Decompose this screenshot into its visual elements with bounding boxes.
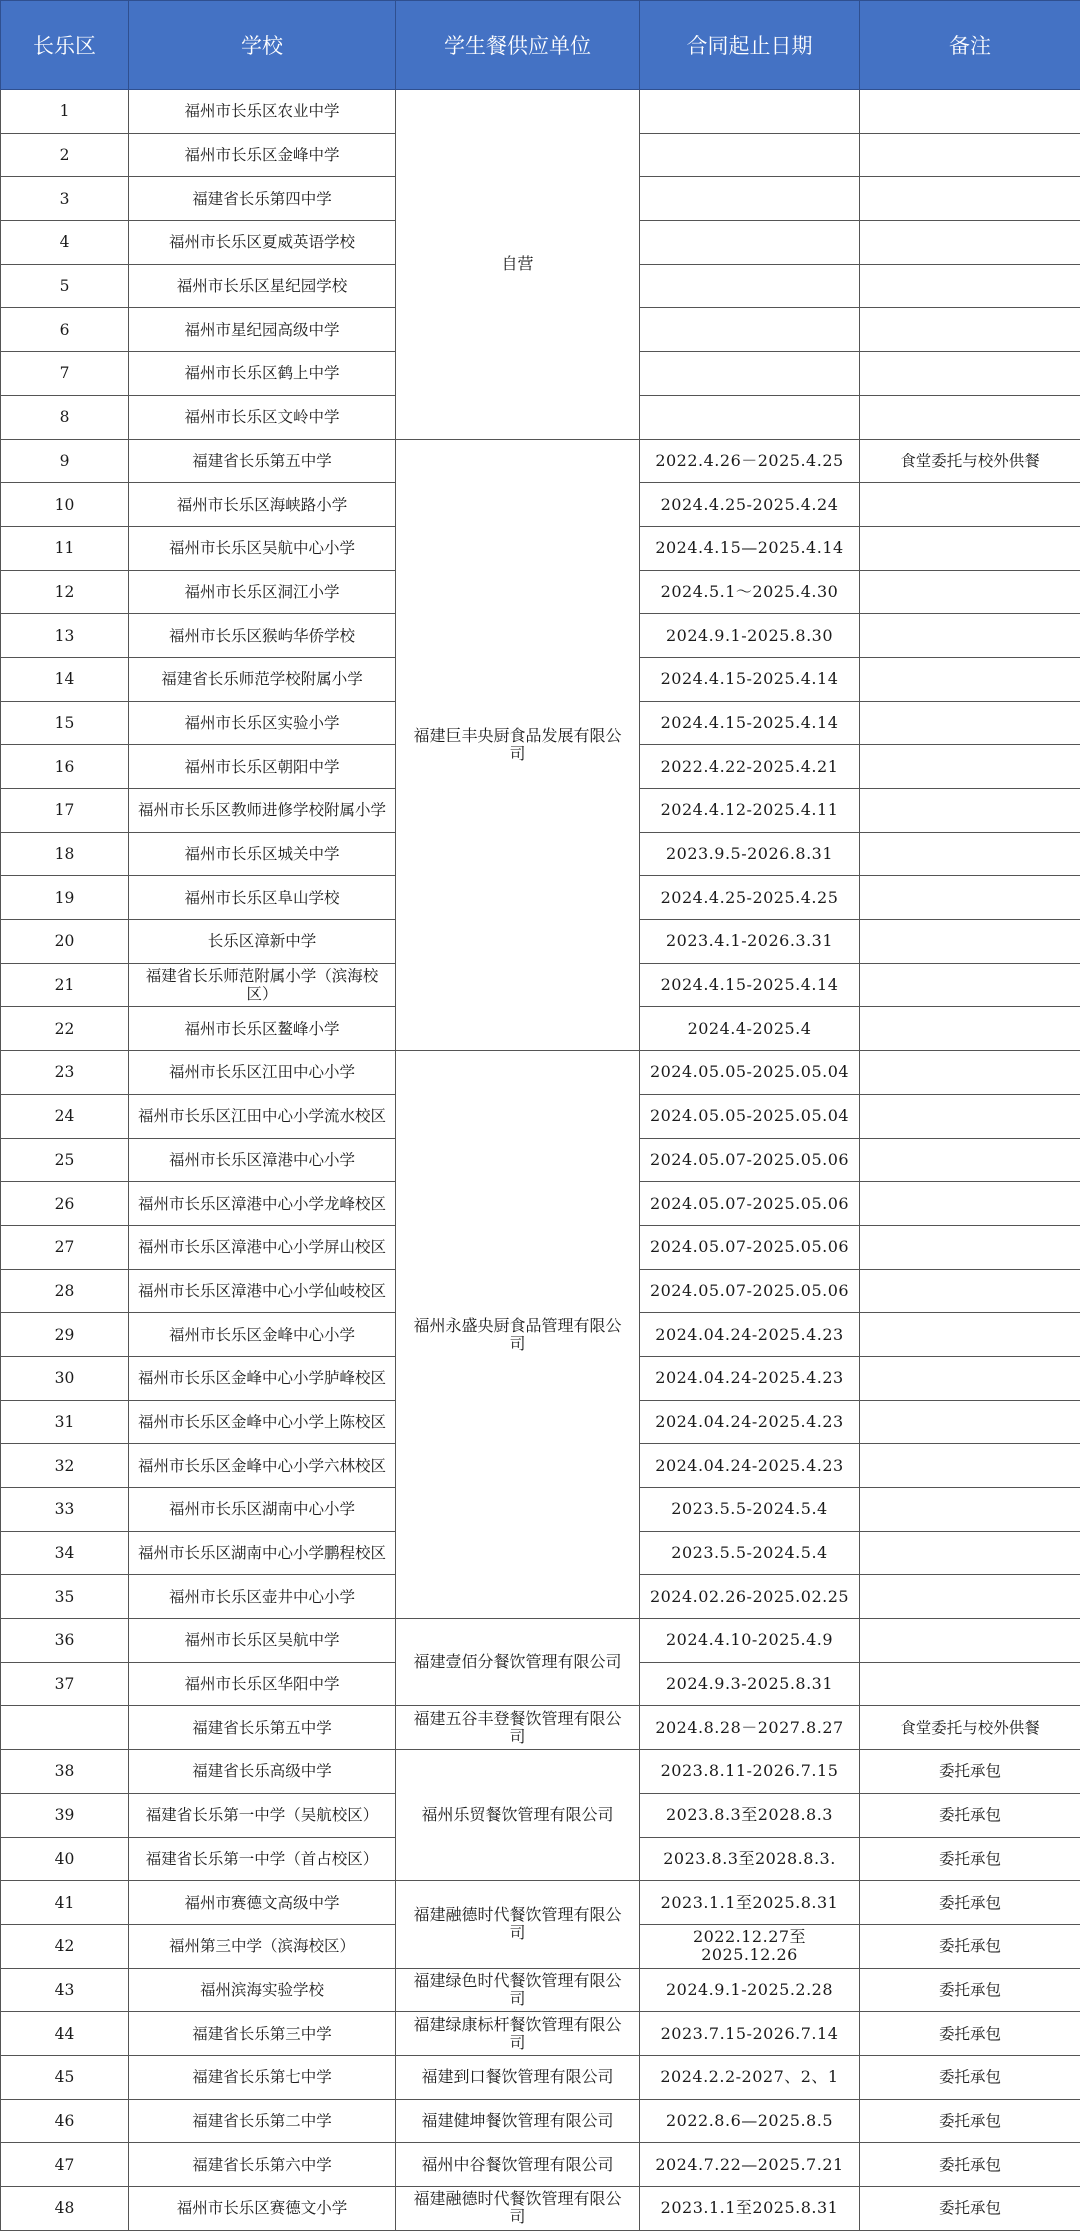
remark-cell xyxy=(860,90,1080,134)
table-row xyxy=(1,1750,1080,1794)
school-name-cell: 福建省长乐第六中学 xyxy=(129,2143,396,2187)
school-name-cell: 福建省长乐师范学校附属小学 xyxy=(129,657,396,701)
row-number-cell: 9 xyxy=(1,439,129,483)
contract-date-cell: 2024.05.07-2025.05.06 xyxy=(640,1182,860,1226)
contract-date-cell: 2022.4.22-2025.4.21 xyxy=(640,745,860,789)
remark-cell xyxy=(860,657,1080,701)
row-number-cell: 41 xyxy=(1,1881,129,1925)
remark-cell: 委托承包 xyxy=(860,1924,1080,1968)
contract-date-cell: 2024.04.24-2025.4.23 xyxy=(640,1444,860,1488)
contract-date-cell: 2024.5.1～2025.4.30 xyxy=(640,570,860,614)
school-name-cell: 福州市长乐区朝阳中学 xyxy=(129,745,396,789)
table-row xyxy=(1,2143,1080,2187)
contract-date-cell: 2024.05.07-2025.05.06 xyxy=(640,1138,860,1182)
row-number-cell: 10 xyxy=(1,483,129,527)
school-name-cell: 福州市长乐区湖南中心小学鹏程校区 xyxy=(129,1531,396,1575)
remark-cell: 委托承包 xyxy=(860,1793,1080,1837)
contract-date-cell: 2024.4-2025.4 xyxy=(640,1007,860,1051)
supplier-cell: 福建壹佰分餐饮管理有限公司 xyxy=(396,1619,640,1706)
school-name-cell: 福州市长乐区壶井中心小学 xyxy=(129,1575,396,1619)
supplier-cell: 福州永盛央厨食品管理有限公司 xyxy=(396,1051,640,1619)
remark-cell xyxy=(860,264,1080,308)
school-name-cell: 福州市长乐区金峰中心小学上陈校区 xyxy=(129,1400,396,1444)
contract-date-cell xyxy=(640,90,860,134)
remark-cell xyxy=(860,1313,1080,1357)
contract-date-cell: 2023.8.3至2028.8.3 xyxy=(640,1793,860,1837)
remark-cell xyxy=(860,1619,1080,1663)
contract-date-cell: 2024.04.24-2025.4.23 xyxy=(640,1356,860,1400)
table-row xyxy=(1,1619,1080,1663)
supplier-cell: 福建融德时代餐饮管理有限公司 xyxy=(396,1881,640,1968)
school-name-cell: 福州市长乐区鹤上中学 xyxy=(129,352,396,396)
row-number-cell: 47 xyxy=(1,2143,129,2187)
remark-cell xyxy=(860,395,1080,439)
row-number-cell: 27 xyxy=(1,1225,129,1269)
row-number-cell: 42 xyxy=(1,1924,129,1968)
header-row xyxy=(1,1,1080,90)
row-number-cell: 11 xyxy=(1,526,129,570)
contract-date-cell: 2024.4.25-2025.4.24 xyxy=(640,483,860,527)
row-number-cell: 3 xyxy=(1,177,129,221)
row-number-cell: 48 xyxy=(1,2187,129,2231)
row-number-cell: 39 xyxy=(1,1793,129,1837)
row-number-cell: 43 xyxy=(1,1968,129,2012)
row-number-cell: 6 xyxy=(1,308,129,352)
school-name-cell: 福州市长乐区实验小学 xyxy=(129,701,396,745)
row-number-cell: 46 xyxy=(1,2099,129,2143)
school-name-cell: 福建省长乐第五中学 xyxy=(129,1706,396,1750)
school-name-cell: 福州市长乐区农业中学 xyxy=(129,90,396,134)
contract-date-cell xyxy=(640,352,860,396)
row-number-cell xyxy=(1,1706,129,1750)
remark-cell xyxy=(860,1051,1080,1095)
remark-cell xyxy=(860,1488,1080,1532)
school-name-cell: 福州市长乐区海峡路小学 xyxy=(129,483,396,527)
contract-date-cell: 2023.4.1-2026.3.31 xyxy=(640,920,860,964)
row-number-cell: 2 xyxy=(1,133,129,177)
table-row xyxy=(1,1706,1080,1750)
school-name-cell: 福州市长乐区夏威英语学校 xyxy=(129,221,396,265)
remark-cell xyxy=(860,1356,1080,1400)
contract-date-cell: 2024.05.07-2025.05.06 xyxy=(640,1225,860,1269)
remark-cell: 委托承包 xyxy=(860,2099,1080,2143)
school-name-cell: 福建省长乐第四中学 xyxy=(129,177,396,221)
table-row xyxy=(1,1881,1080,1925)
contract-date-cell: 2024.4.15—2025.4.14 xyxy=(640,526,860,570)
contract-date-cell: 2024.04.24-2025.4.23 xyxy=(640,1313,860,1357)
supplier-cell: 自营 xyxy=(396,90,640,440)
row-number-cell: 19 xyxy=(1,876,129,920)
contract-date-cell xyxy=(640,221,860,265)
contract-date-cell: 2024.4.15-2025.4.14 xyxy=(640,701,860,745)
remark-cell: 委托承包 xyxy=(860,2055,1080,2099)
remark-cell xyxy=(860,963,1080,1007)
row-number-cell: 40 xyxy=(1,1837,129,1881)
school-name-cell: 福州市长乐区猴屿华侨学校 xyxy=(129,614,396,658)
contract-date-cell: 2024.8.28－2027.8.27 xyxy=(640,1706,860,1750)
school-name-cell: 福建省长乐第三中学 xyxy=(129,2012,396,2056)
remark-cell xyxy=(860,1575,1080,1619)
table-row xyxy=(1,2055,1080,2099)
row-number-cell: 18 xyxy=(1,832,129,876)
row-number-cell: 34 xyxy=(1,1531,129,1575)
school-name-cell: 福州市长乐区吴航中心小学 xyxy=(129,526,396,570)
remark-cell: 委托承包 xyxy=(860,2187,1080,2231)
contract-date-cell: 2022.4.26－2025.4.25 xyxy=(640,439,860,483)
remark-cell xyxy=(860,832,1080,876)
row-number-cell: 12 xyxy=(1,570,129,614)
remark-cell xyxy=(860,920,1080,964)
contract-date-cell: 2024.9.3-2025.8.31 xyxy=(640,1662,860,1706)
header-supplier: 学生餐供应单位 xyxy=(396,1,640,90)
contract-date-cell xyxy=(640,308,860,352)
header-contract-dates: 合同起止日期 xyxy=(640,1,860,90)
contract-date-cell: 2024.7.22—2025.7.21 xyxy=(640,2143,860,2187)
row-number-cell: 30 xyxy=(1,1356,129,1400)
remark-cell xyxy=(860,745,1080,789)
contract-date-cell: 2023.9.5-2026.8.31 xyxy=(640,832,860,876)
school-name-cell: 福州市长乐区赛德文小学 xyxy=(129,2187,396,2231)
supplier-cell: 福州乐贸餐饮管理有限公司 xyxy=(396,1750,640,1881)
supplier-cell: 福建健坤餐饮管理有限公司 xyxy=(396,2099,640,2143)
row-number-cell: 37 xyxy=(1,1662,129,1706)
school-name-cell: 福州市长乐区金峰中心小学六林校区 xyxy=(129,1444,396,1488)
school-name-cell: 福建省长乐第二中学 xyxy=(129,2099,396,2143)
contract-date-cell: 2024.4.12-2025.4.11 xyxy=(640,789,860,833)
school-name-cell: 福建省长乐第一中学（吴航校区） xyxy=(129,1793,396,1837)
school-name-cell: 福州市长乐区文岭中学 xyxy=(129,395,396,439)
remark-cell: 委托承包 xyxy=(860,1750,1080,1794)
contract-date-cell: 2023.5.5-2024.5.4 xyxy=(640,1488,860,1532)
contract-date-cell: 2024.04.24-2025.4.23 xyxy=(640,1400,860,1444)
school-name-cell: 福州市长乐区漳港中心小学屏山校区 xyxy=(129,1225,396,1269)
school-name-cell: 福州市长乐区漳港中心小学仙岐校区 xyxy=(129,1269,396,1313)
remark-cell xyxy=(860,1531,1080,1575)
row-number-cell: 4 xyxy=(1,221,129,265)
remark-cell: 食堂委托与校外供餐 xyxy=(860,1706,1080,1750)
contract-date-cell: 2022.8.6—2025.8.5 xyxy=(640,2099,860,2143)
header-district: 长乐区 xyxy=(1,1,129,90)
contract-date-cell: 2024.9.1-2025.8.30 xyxy=(640,614,860,658)
school-name-cell: 福建省长乐第七中学 xyxy=(129,2055,396,2099)
school-name-cell: 福州市长乐区漳港中心小学 xyxy=(129,1138,396,1182)
remark-cell xyxy=(860,1444,1080,1488)
supplier-cell: 福建五谷丰登餐饮管理有限公司 xyxy=(396,1706,640,1750)
remark-cell xyxy=(860,1269,1080,1313)
contract-date-cell: 2024.4.15-2025.4.14 xyxy=(640,657,860,701)
contract-date-cell: 2024.02.26-2025.02.25 xyxy=(640,1575,860,1619)
row-number-cell: 1 xyxy=(1,90,129,134)
row-number-cell: 8 xyxy=(1,395,129,439)
remark-cell xyxy=(860,1138,1080,1182)
school-name-cell: 福州市长乐区教师进修学校附属小学 xyxy=(129,789,396,833)
contract-date-cell: 2024.4.25-2025.4.25 xyxy=(640,876,860,920)
table-row xyxy=(1,439,1080,483)
school-name-cell: 福州市长乐区洞江小学 xyxy=(129,570,396,614)
remark-cell xyxy=(860,526,1080,570)
school-name-cell: 福州市长乐区阜山学校 xyxy=(129,876,396,920)
remark-cell xyxy=(860,1662,1080,1706)
contract-date-cell: 2024.4.15-2025.4.14 xyxy=(640,963,860,1007)
school-name-cell: 福州市长乐区吴航中学 xyxy=(129,1619,396,1663)
school-name-cell: 福州市长乐区金峰中心小学胪峰校区 xyxy=(129,1356,396,1400)
row-number-cell: 14 xyxy=(1,657,129,701)
row-number-cell: 7 xyxy=(1,352,129,396)
remark-cell: 委托承包 xyxy=(860,2012,1080,2056)
school-name-cell: 福州市长乐区漳港中心小学龙峰校区 xyxy=(129,1182,396,1226)
remark-cell xyxy=(860,789,1080,833)
header-school: 学校 xyxy=(129,1,396,90)
contract-date-cell xyxy=(640,133,860,177)
remark-cell: 委托承包 xyxy=(860,2143,1080,2187)
school-name-cell: 福州市长乐区江田中心小学流水校区 xyxy=(129,1094,396,1138)
supplier-cell: 福州中谷餐饮管理有限公司 xyxy=(396,2143,640,2187)
row-number-cell: 38 xyxy=(1,1750,129,1794)
school-name-cell: 福州市长乐区鳌峰小学 xyxy=(129,1007,396,1051)
contract-date-cell: 2023.8.11-2026.7.15 xyxy=(640,1750,860,1794)
remark-cell xyxy=(860,352,1080,396)
school-name-cell: 福州市长乐区金峰中心小学 xyxy=(129,1313,396,1357)
row-number-cell: 16 xyxy=(1,745,129,789)
school-name-cell: 福建省长乐第五中学 xyxy=(129,439,396,483)
remark-cell: 委托承包 xyxy=(860,1968,1080,2012)
school-name-cell: 福建省长乐第一中学（首占校区） xyxy=(129,1837,396,1881)
contract-date-cell: 2024.05.05-2025.05.04 xyxy=(640,1051,860,1095)
remark-cell xyxy=(860,701,1080,745)
supplier-cell: 福建融德时代餐饮管理有限公司 xyxy=(396,2187,640,2231)
contract-date-cell: 2024.05.07-2025.05.06 xyxy=(640,1269,860,1313)
table-body xyxy=(1,90,1080,2231)
remark-cell xyxy=(860,221,1080,265)
contract-date-cell: 2024.9.1-2025.2.28 xyxy=(640,1968,860,2012)
remark-cell: 食堂委托与校外供餐 xyxy=(860,439,1080,483)
school-name-cell: 福建省长乐高级中学 xyxy=(129,1750,396,1794)
school-name-cell: 福州市长乐区金峰中学 xyxy=(129,133,396,177)
row-number-cell: 32 xyxy=(1,1444,129,1488)
supplier-cell: 福建绿康标杆餐饮管理有限公司 xyxy=(396,2012,640,2056)
row-number-cell: 23 xyxy=(1,1051,129,1095)
remark-cell xyxy=(860,133,1080,177)
row-number-cell: 28 xyxy=(1,1269,129,1313)
remark-cell: 委托承包 xyxy=(860,1837,1080,1881)
row-number-cell: 5 xyxy=(1,264,129,308)
contract-date-cell: 2023.1.1至2025.8.31 xyxy=(640,2187,860,2231)
supplier-cell: 福建巨丰央厨食品发展有限公司 xyxy=(396,439,640,1051)
remark-cell xyxy=(860,483,1080,527)
contract-date-cell xyxy=(640,177,860,221)
remark-cell xyxy=(860,1007,1080,1051)
table-row xyxy=(1,2187,1080,2231)
remark-cell xyxy=(860,570,1080,614)
row-number-cell: 45 xyxy=(1,2055,129,2099)
row-number-cell: 33 xyxy=(1,1488,129,1532)
row-number-cell: 21 xyxy=(1,963,129,1007)
row-number-cell: 17 xyxy=(1,789,129,833)
school-name-cell: 福州市长乐区湖南中心小学 xyxy=(129,1488,396,1532)
school-name-cell: 长乐区漳新中学 xyxy=(129,920,396,964)
remark-cell xyxy=(860,1400,1080,1444)
remark-cell xyxy=(860,1182,1080,1226)
remark-cell xyxy=(860,614,1080,658)
header-remarks: 备注 xyxy=(860,1,1080,90)
school-name-cell: 福建省长乐师范附属小学（滨海校区） xyxy=(129,963,396,1007)
contract-date-cell xyxy=(640,264,860,308)
contract-date-cell: 2024.4.10-2025.4.9 xyxy=(640,1619,860,1663)
contract-date-cell: 2023.1.1至2025.8.31 xyxy=(640,1881,860,1925)
row-number-cell: 13 xyxy=(1,614,129,658)
supplier-cell: 福建绿色时代餐饮管理有限公司 xyxy=(396,1968,640,2012)
table-row xyxy=(1,1051,1080,1095)
row-number-cell: 31 xyxy=(1,1400,129,1444)
school-name-cell: 福州第三中学（滨海校区） xyxy=(129,1924,396,1968)
school-name-cell: 福州市星纪园高级中学 xyxy=(129,308,396,352)
contract-date-cell: 2023.7.15-2026.7.14 xyxy=(640,2012,860,2056)
remark-cell xyxy=(860,177,1080,221)
row-number-cell: 26 xyxy=(1,1182,129,1226)
remark-cell: 委托承包 xyxy=(860,1881,1080,1925)
remark-cell xyxy=(860,308,1080,352)
remark-cell xyxy=(860,1225,1080,1269)
school-name-cell: 福州市长乐区华阳中学 xyxy=(129,1662,396,1706)
remark-cell xyxy=(860,876,1080,920)
contract-date-cell: 2024.05.05-2025.05.04 xyxy=(640,1094,860,1138)
table-row xyxy=(1,2012,1080,2056)
remark-cell xyxy=(860,1094,1080,1138)
row-number-cell: 20 xyxy=(1,920,129,964)
row-number-cell: 29 xyxy=(1,1313,129,1357)
row-number-cell: 35 xyxy=(1,1575,129,1619)
school-name-cell: 福州市长乐区江田中心小学 xyxy=(129,1051,396,1095)
contract-date-cell: 2023.8.3至2028.8.3. xyxy=(640,1837,860,1881)
contract-date-cell: 2024.2.2-2027、2、1 xyxy=(640,2055,860,2099)
row-number-cell: 44 xyxy=(1,2012,129,2056)
contract-date-cell: 2023.5.5-2024.5.4 xyxy=(640,1531,860,1575)
row-number-cell: 15 xyxy=(1,701,129,745)
contract-date-cell xyxy=(640,395,860,439)
table-row xyxy=(1,1968,1080,2012)
school-name-cell: 福州滨海实验学校 xyxy=(129,1968,396,2012)
supplier-cell: 福建到口餐饮管理有限公司 xyxy=(396,2055,640,2099)
table-row xyxy=(1,90,1080,134)
school-name-cell: 福州市长乐区星纪园学校 xyxy=(129,264,396,308)
school-name-cell: 福州市赛德文高级中学 xyxy=(129,1881,396,1925)
row-number-cell: 24 xyxy=(1,1094,129,1138)
row-number-cell: 25 xyxy=(1,1138,129,1182)
table-row xyxy=(1,2099,1080,2143)
row-number-cell: 22 xyxy=(1,1007,129,1051)
school-name-cell: 福州市长乐区城关中学 xyxy=(129,832,396,876)
row-number-cell: 36 xyxy=(1,1619,129,1663)
contract-date-cell: 2022.12.27至2025.12.26 xyxy=(640,1924,860,1968)
